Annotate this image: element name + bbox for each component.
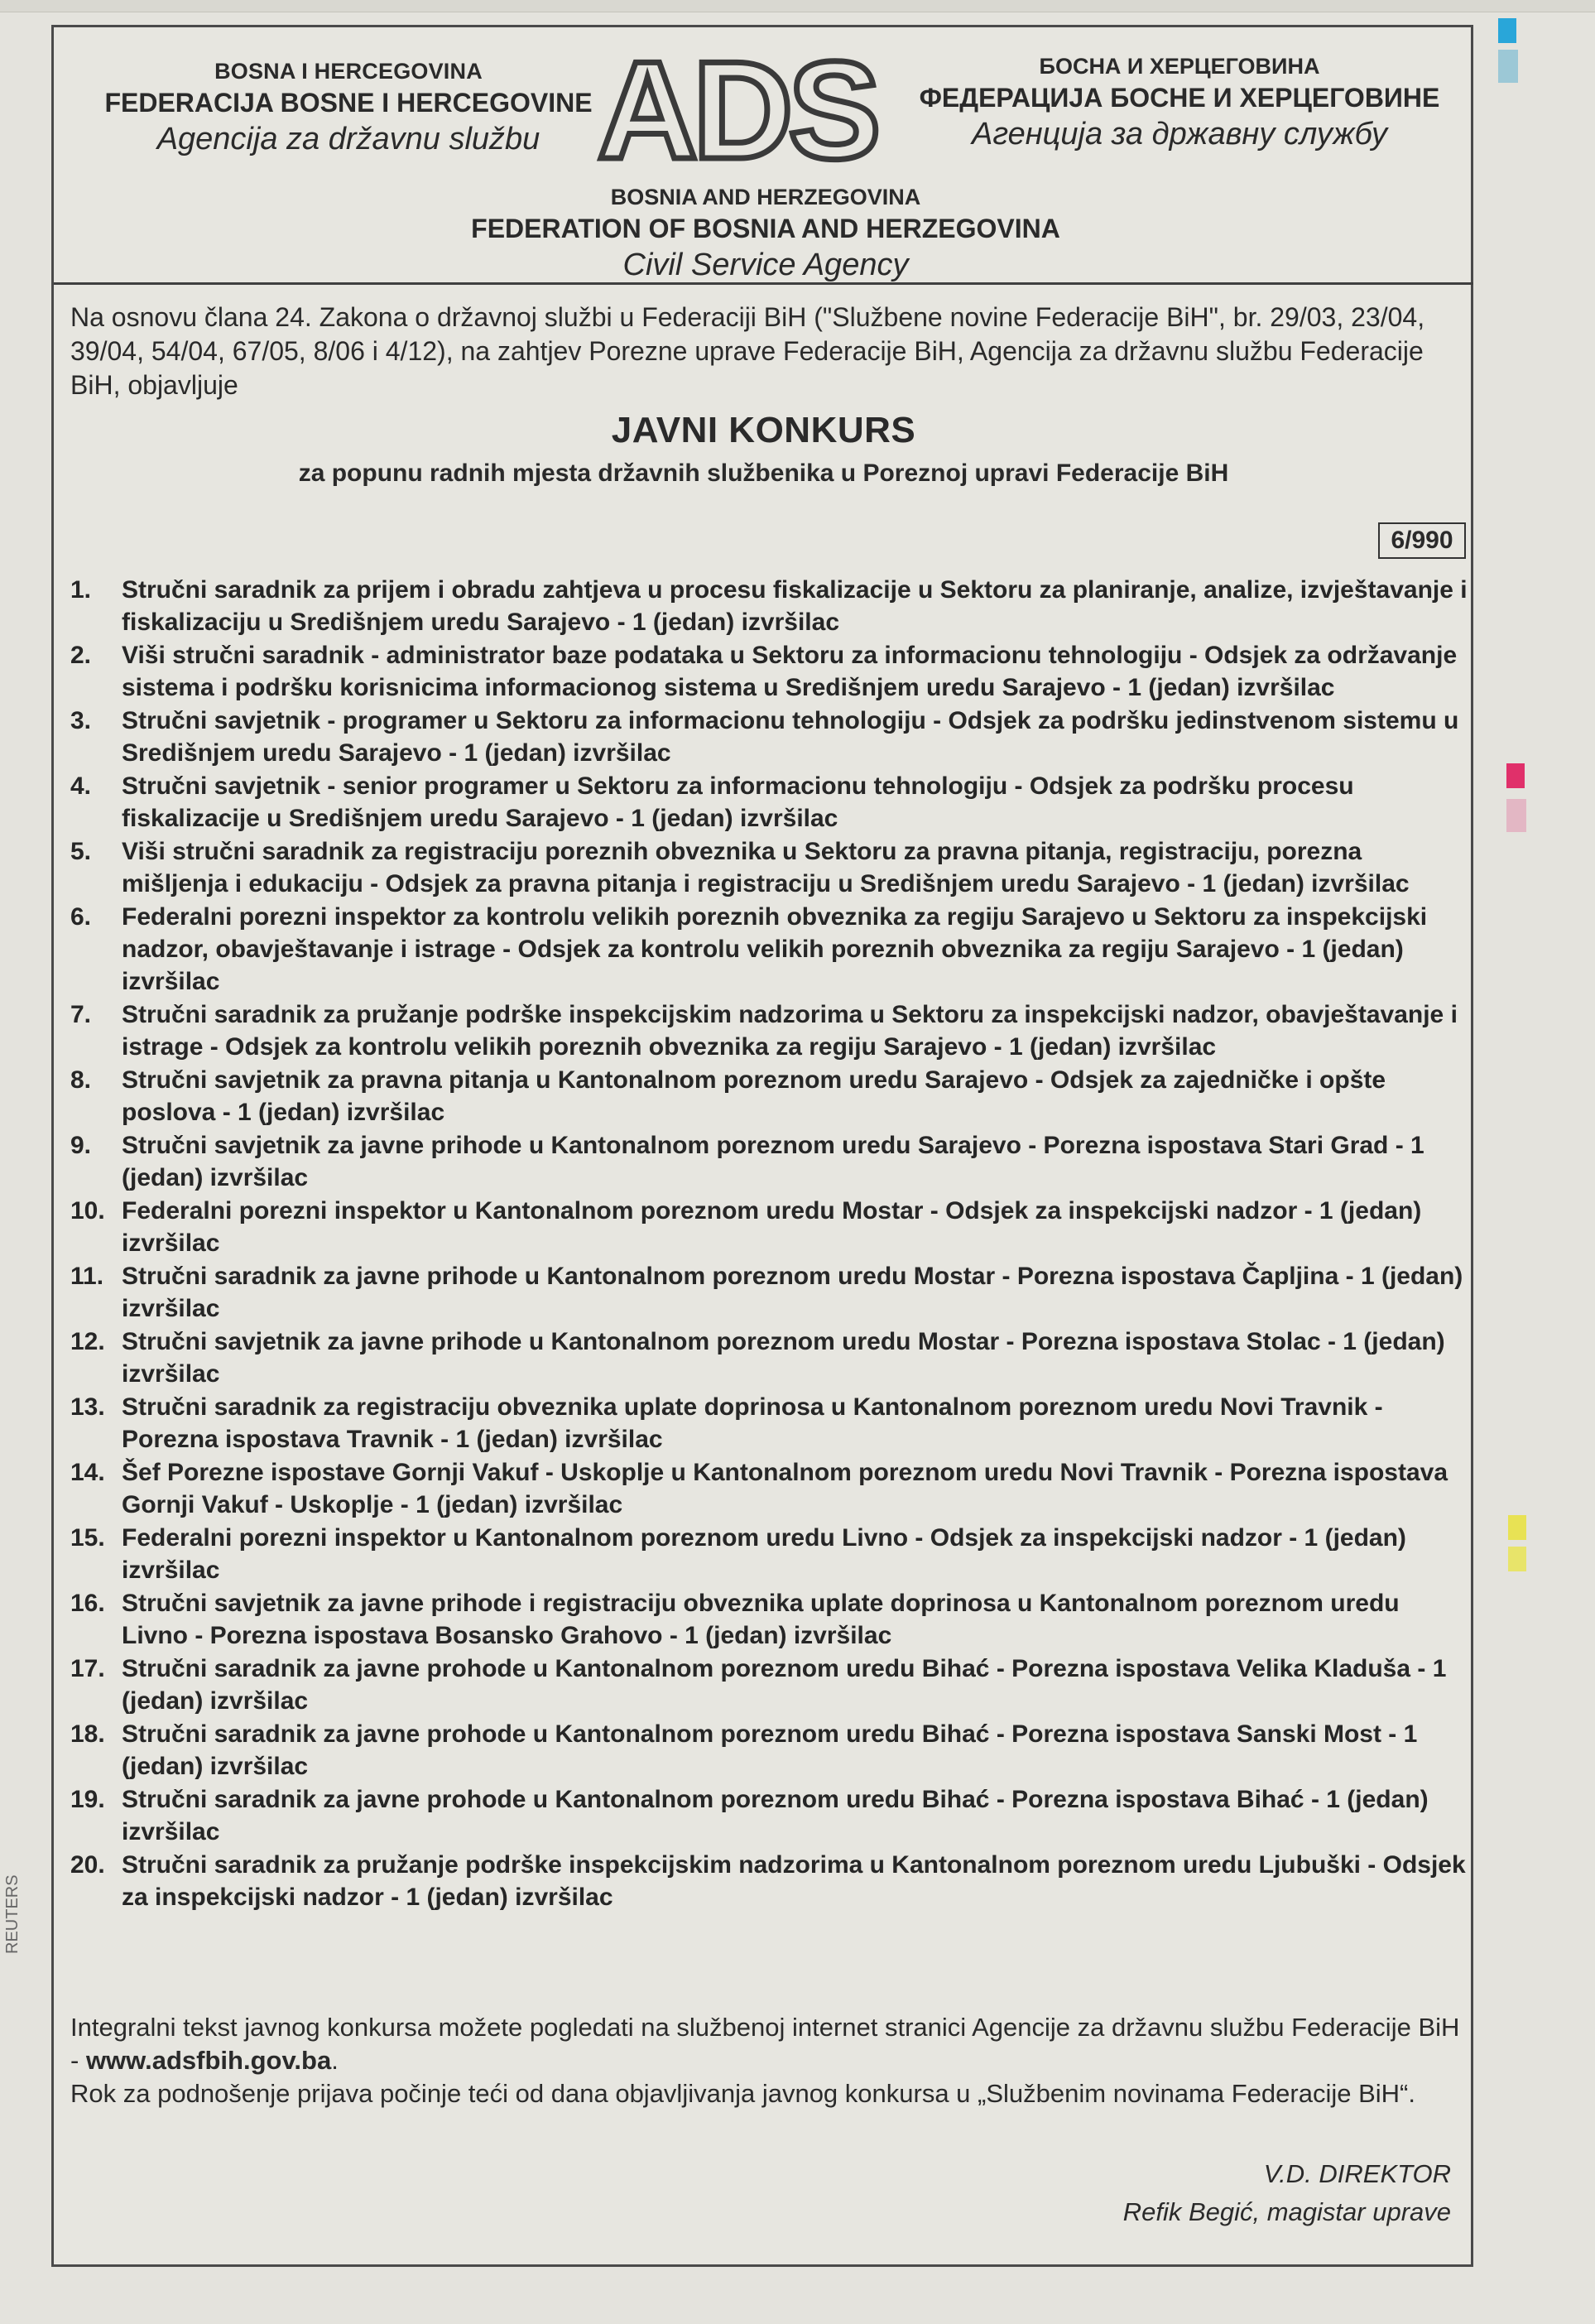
website-link[interactable]: www.adsfbih.gov.ba (85, 2046, 332, 2075)
position-number: 11. (70, 1263, 104, 1290)
signature-block (1123, 2155, 1451, 2231)
ads-logo (592, 42, 882, 183)
position-text: Stručni saradnik za pružanje podrške inspekcijskim nadzorima u Sektoru za inspekcijski nadzor, obavještavanje i istrage - Odsjek za kontrolu velikih poreznih obveznika za regiju Sarajevo - 1 (jedan) izvršilac (122, 1001, 1458, 1061)
header-english (401, 185, 1130, 283)
color-marker-blue (1498, 18, 1516, 43)
position-item (70, 1587, 1469, 1652)
position-text: Stručni savjetnik za javne prihode u Kantonalnom poreznom uredu Mostar - Porezna ispostava Stolac - 1 (jedan) izvršilac (122, 1328, 1445, 1388)
header-latin (67, 59, 630, 157)
position-item (70, 1653, 1469, 1717)
footer-text (70, 2011, 1469, 2110)
header-cyrillic (890, 54, 1469, 152)
position-number: 5. (70, 838, 92, 865)
header-agency-english: Civil Service Agency (622, 248, 909, 282)
logo-lettering: ADS (597, 42, 877, 183)
position-item (70, 1326, 1469, 1390)
position-item (70, 770, 1469, 835)
position-text: Stručni saradnik za prijem i obradu zahtjeva u procesu fiskalizacije u Sektoru za planiranje, analize, izvještavanje i fiskalizaciju u Središnjem uredu Sarajevo - 1 (jedan) izvršilac (122, 576, 1468, 636)
position-number: 8. (70, 1066, 92, 1094)
position-text: Federalni porezni inspektor u Kantonalnom poreznom uredu Livno - Odsjek za inspekcijski nadzor - 1 (jedan) izvršilac (122, 1524, 1406, 1584)
position-number: 4. (70, 772, 92, 800)
footer-paragraph-2: Rok za podnošenje prijava počinje teći od dana objavljivanja javnog konkursa u „Službenim novinama Federacije BiH“. (70, 2079, 1415, 2108)
position-number: 7. (70, 1001, 92, 1028)
position-text: Stručni savjetnik za pravna pitanja u Kantonalnom poreznom uredu Sarajevo - Odsjek za zajedničke i opšte poslova - 1 (jedan) izvršilac (122, 1066, 1386, 1126)
position-item (70, 1195, 1469, 1259)
page-edge (0, 0, 1595, 12)
header-country-english: BOSNIA AND HERZEGOVINA (610, 185, 921, 209)
header-country-cyrillic: БОСНА И ХЕРЦЕГОВИНА (1039, 54, 1320, 79)
footer-text-1: Integralni tekst javnog konkursa možete pogledati na službenoj internet stranici Agencije za državnu službu Federacije BiH - (70, 2013, 1460, 2075)
position-text: Šef Porezne ispostave Gornji Vakuf - Uskoplje u Kantonalnom poreznom uredu Novi Travnik - Porezna ispostava Gornji Vakuf - Uskoplje - 1 (jedan) izvršilac (122, 1459, 1448, 1518)
header-federation-english: FEDERATION OF BOSNIA AND HERZEGOVINA (471, 214, 1060, 243)
position-text: Federalni porezni inspektor u Kantonalnom poreznom uredu Mostar - Odsjek za inspekcijski nadzor - 1 (jedan) izvršilac (122, 1197, 1422, 1257)
position-item (70, 901, 1469, 998)
position-item (70, 639, 1469, 704)
position-text: Stručni saradnik za javne prihode u Kantonalnom poreznom uredu Mostar - Porezna ispostava Čapljina - 1 (jedan) izvršilac (122, 1263, 1463, 1322)
position-number: 20. (70, 1851, 105, 1879)
position-number: 17. (70, 1655, 105, 1682)
reference-number: 6/990 (1378, 522, 1466, 559)
position-item (70, 1718, 1469, 1783)
position-item (70, 1456, 1469, 1521)
position-item (70, 1849, 1469, 1913)
position-text: Stručni saradnik za javne prohode u Kantonalnom poreznom uredu Bihać - Porezna ispostava Bihać - 1 (jedan) izvršilac (122, 1786, 1429, 1845)
position-text: Viši stručni saradnik - administrator baze podataka u Sektoru za informacionu tehnologiju - Odsjek za održavanje sistema i podršku korisnicima informacionog sistema u Središnjem uredu Sarajevo - 1 (jedan) izvršilac (122, 642, 1458, 701)
position-text: Stručni savjetnik za javne prihode u Kantonalnom poreznom uredu Sarajevo - Porezna ispostava Stari Grad - 1 (jedan) izvršilac (122, 1132, 1424, 1191)
header-country: BOSNA I HERCEGOVINA (214, 59, 483, 84)
position-text: Federalni porezni inspektor za kontrolu velikih poreznih obveznika za regiju Sarajevo u Sektoru za inspekcijski nadzor, obavještavanje i istrage - Odsjek za kontrolu velikih poreznih obveznika za regiju Sarajevo - 1 (jedan) izvršilac (122, 903, 1428, 995)
position-number: 18. (70, 1720, 105, 1748)
position-number: 1. (70, 576, 92, 604)
header-divider (54, 282, 1473, 285)
position-number: 10. (70, 1197, 105, 1225)
color-marker-pink-tint (1506, 799, 1526, 832)
header-agency-cyrillic: Агенција за државну службу (971, 117, 1388, 152)
header-federation: FEDERACIJA BOSNE I HERCEGOVINE (104, 88, 593, 118)
position-number: 9. (70, 1132, 92, 1159)
position-text: Stručni savjetnik - programer u Sektoru za informacionu tehnologiju - Odsjek za podršku jedinstvenom sistemu u Središnjem uredu Sarajevo - 1 (jedan) izvršilac (122, 707, 1459, 767)
position-number: 19. (70, 1786, 105, 1813)
position-text: Stručni saradnik za registraciju obveznika uplate doprinosa u Kantonalnom poreznom uredu Novi Travnik - Porezna ispostava Travnik - 1 (jedan) izvršilac (122, 1393, 1383, 1453)
position-text: Stručni saradnik za javne prohode u Kantonalnom poreznom uredu Bihać - Porezna ispostava Velika Kladuša - 1 (jedan) izvršilac (122, 1655, 1447, 1715)
notice-title: JAVNI KONKURS (611, 410, 916, 450)
header-federation-cyrillic: ФЕДЕРАЦИЈА БОСНЕ И ХЕРЦЕГОВИНЕ (919, 83, 1440, 113)
position-item (70, 998, 1469, 1063)
position-item (70, 1783, 1469, 1848)
position-number: 14. (70, 1459, 105, 1486)
position-item (70, 1391, 1469, 1456)
signature-name: Refik Begić, magistar uprave (1122, 2197, 1451, 2226)
margin-credit: REUTERS (3, 1874, 22, 1954)
positions-list (70, 574, 1469, 1914)
position-number: 2. (70, 642, 92, 669)
footer-text-1-end: . (331, 2046, 339, 2075)
header-agency: Agencija za državnu službu (156, 122, 540, 156)
position-item (70, 1260, 1469, 1325)
position-item (70, 705, 1469, 769)
announcement-frame (51, 25, 1473, 2267)
color-marker-pink (1506, 763, 1525, 788)
position-number: 3. (70, 707, 92, 734)
position-item (70, 1522, 1469, 1586)
position-text: Stručni savjetnik - senior programer u Sektoru za informacionu tehnologiju - Odsjek za podršku procesu fiskalizacije u Središnjem uredu Sarajevo - 1 (jedan) izvršilac (122, 772, 1354, 832)
position-item (70, 835, 1469, 900)
position-number: 6. (70, 903, 92, 931)
position-text: Stručni savjetnik za javne prihode i registraciju obveznika uplate doprinosa u Kantonalnom poreznom uredu Livno - Porezna ispostava Bosansko Grahovo - 1 (jedan) izvršilac (122, 1590, 1400, 1649)
position-number: 12. (70, 1328, 105, 1355)
position-number: 16. (70, 1590, 105, 1617)
position-number: 15. (70, 1524, 105, 1552)
position-text: Stručni saradnik za pružanje podrške inspekcijskim nadzorima u Kantonalnom poreznom uredu Ljubuški - Odsjek za inspekcijski nadzor - 1 (jedan) izvršilac (122, 1851, 1466, 1911)
position-number: 13. (70, 1393, 105, 1421)
intro-paragraph: Na osnovu člana 24. Zakona o državnoj službi u Federaciji BiH ("Službene novine Federacije BiH", br. 29/03, 23/04, 39/04, 54/04, 67/05, 8/06 i 4/12), na zahtjev Porezne uprave Federacije BiH, Agencija za državnu službu Federacije BiH, objavljuje (70, 302, 1425, 400)
position-item (70, 1129, 1469, 1194)
color-marker-yellow-tint (1508, 1547, 1526, 1571)
color-marker-yellow (1508, 1515, 1526, 1540)
position-text: Viši stručni saradnik za registraciju poreznih obveznika u Sektoru za pravna pitanja, registraciju, porezna mišljenja i edukaciju - Odsjek za pravna pitanja i registraciju u Središnjem uredu Sarajevo - 1 (jedan) izvršilac (122, 838, 1410, 897)
signature-role: V.D. DIREKTOR (1263, 2159, 1451, 2188)
position-text: Stručni saradnik za javne prohode u Kantonalnom poreznom uredu Bihać - Porezna ispostava Sanski Most - 1 (jedan) izvršilac (122, 1720, 1418, 1780)
footer-paragraph-1 (70, 2011, 1469, 2077)
notice-subtitle: za popunu radnih mjesta državnih službenika u Poreznoj upravi Federacije BiH (298, 460, 1229, 487)
position-item (70, 1064, 1469, 1128)
color-marker-blue-tint (1498, 50, 1518, 83)
position-item (70, 574, 1469, 638)
